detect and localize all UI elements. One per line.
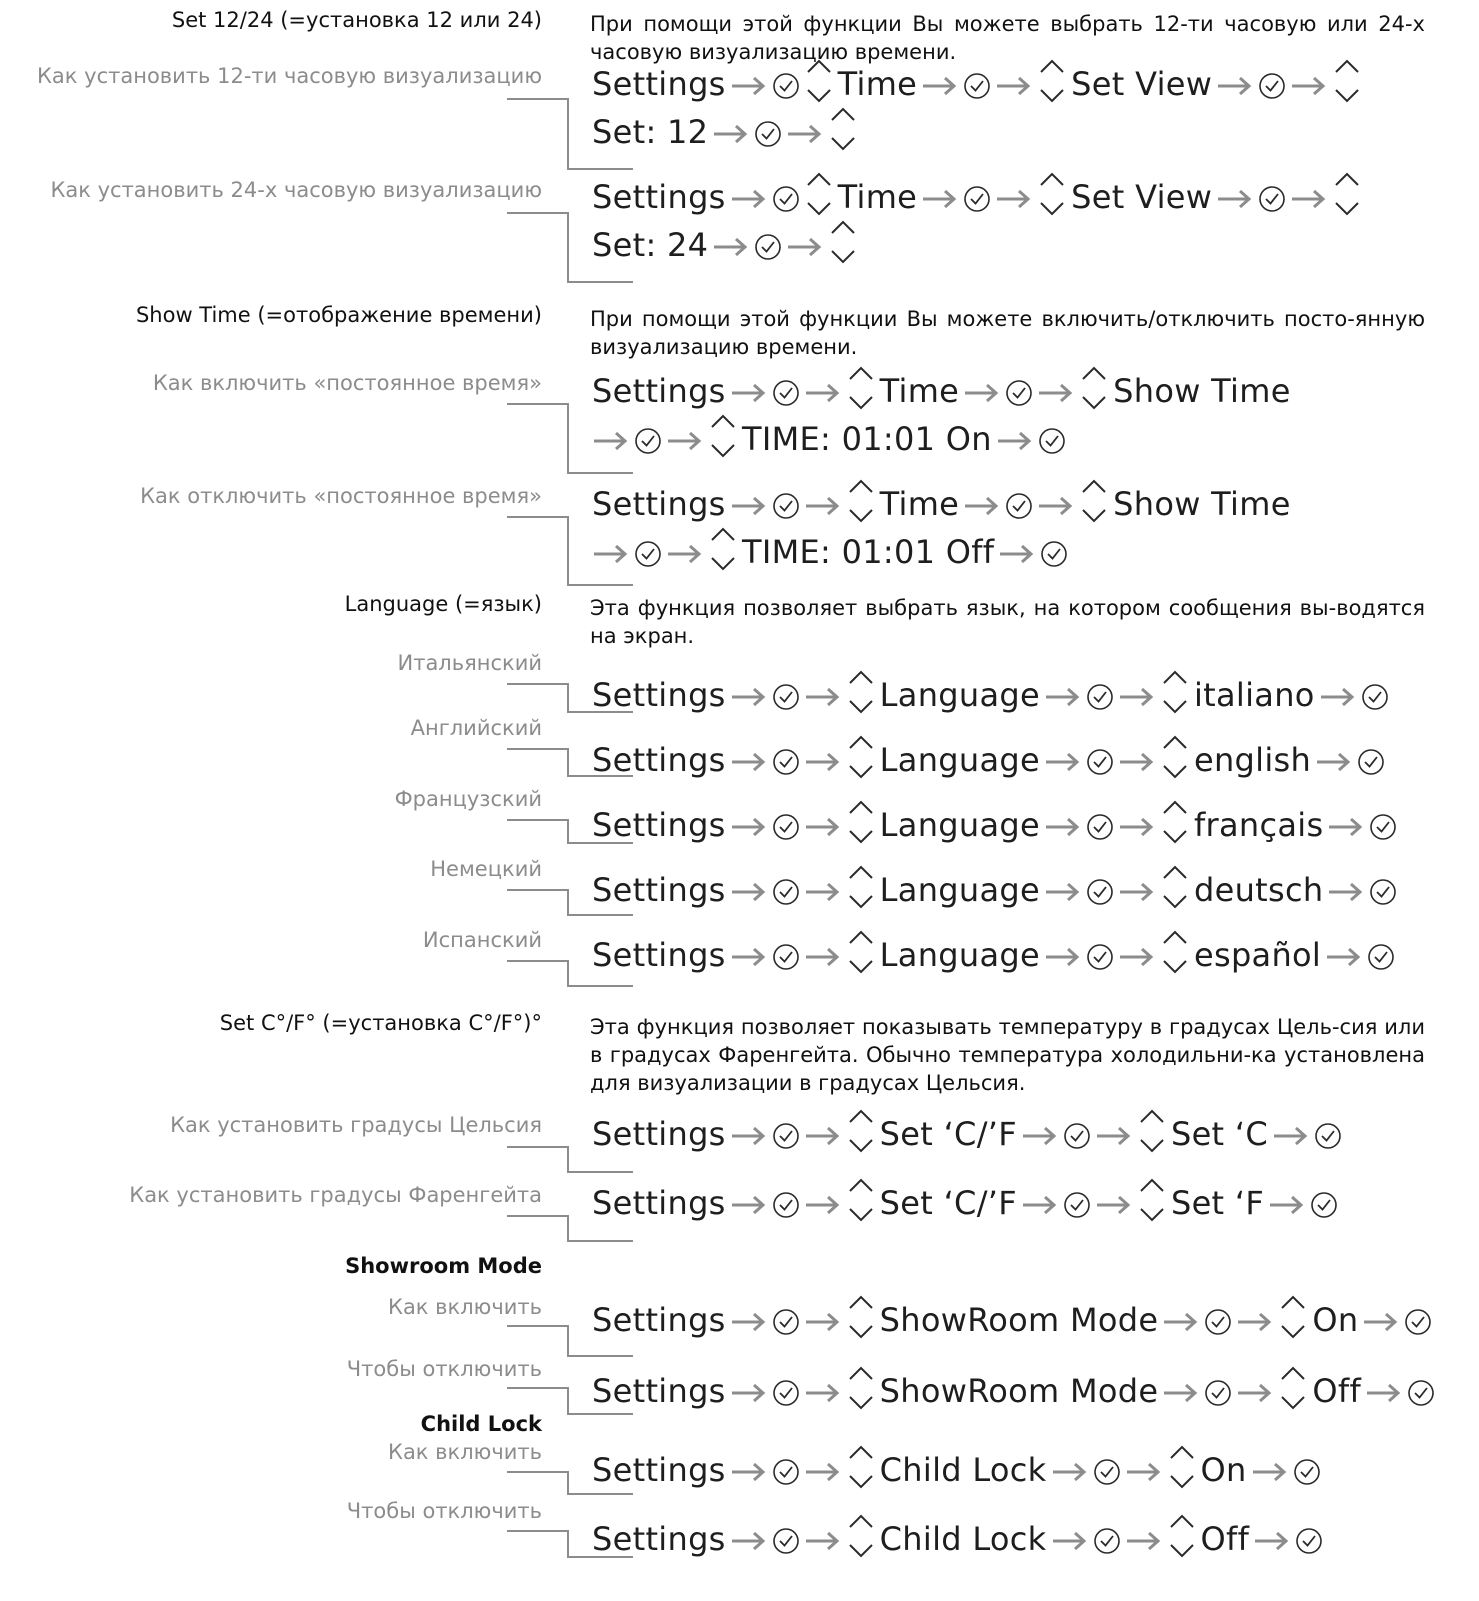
arrow-right-icon bbox=[728, 868, 770, 912]
arrow-right-icon bbox=[1035, 482, 1077, 526]
ok-check-circle-icon bbox=[961, 175, 993, 219]
ok-check-circle-icon bbox=[1061, 1112, 1093, 1156]
up-down-chevrons-icon bbox=[1158, 862, 1192, 912]
ok-check-circle-icon bbox=[1061, 1181, 1093, 1225]
ok-check-circle-icon bbox=[1367, 868, 1399, 912]
ok-check-circle-icon bbox=[1367, 803, 1399, 847]
arrow-right-icon bbox=[802, 933, 844, 977]
procedure-steps bbox=[590, 62, 1364, 106]
ok-check-circle-icon bbox=[1256, 175, 1288, 219]
up-down-chevrons-icon bbox=[706, 524, 740, 574]
step-settings: Settings bbox=[592, 1301, 726, 1339]
step-showroom-mode: ShowRoom Mode bbox=[879, 1372, 1159, 1410]
ok-check-circle-icon bbox=[1308, 1181, 1340, 1225]
up-down-chevrons-icon bbox=[826, 217, 860, 267]
up-down-chevrons-icon bbox=[1077, 363, 1111, 413]
ok-check-circle-icon bbox=[1084, 868, 1116, 912]
up-down-chevrons-icon bbox=[826, 104, 860, 154]
arrow-right-icon bbox=[1270, 1112, 1312, 1156]
step-on: On bbox=[1200, 1451, 1247, 1489]
connector-top-segment bbox=[507, 1325, 569, 1327]
step-settings: Settings bbox=[592, 372, 726, 410]
procedure-label: Как включить bbox=[388, 1295, 542, 1319]
connector-top-segment bbox=[507, 1215, 569, 1217]
arrow-right-icon bbox=[728, 738, 770, 782]
arrow-right-icon bbox=[1116, 933, 1158, 977]
up-down-chevrons-icon bbox=[802, 169, 836, 219]
procedure-label: Чтобы отключить bbox=[346, 1499, 542, 1523]
arrow-right-icon bbox=[802, 482, 844, 526]
up-down-chevrons-icon bbox=[1158, 927, 1192, 977]
ok-check-circle-icon bbox=[1036, 417, 1068, 461]
arrow-right-icon bbox=[590, 417, 632, 461]
section-title-set1224: Set 12/24 (=установка 12 или 24) bbox=[171, 8, 542, 32]
up-down-chevrons-icon bbox=[706, 411, 740, 461]
up-down-chevrons-icon bbox=[1158, 797, 1192, 847]
arrow-right-icon bbox=[802, 868, 844, 912]
step-language: Language bbox=[879, 741, 1040, 779]
up-down-chevrons-icon bbox=[1035, 56, 1069, 106]
arrow-right-icon bbox=[1093, 1181, 1135, 1225]
up-down-chevrons-icon bbox=[1135, 1106, 1169, 1156]
step-language: Language bbox=[879, 676, 1040, 714]
up-down-chevrons-icon bbox=[1165, 1511, 1199, 1561]
arrow-right-icon bbox=[961, 369, 1003, 413]
step-time: Time bbox=[837, 178, 918, 216]
arrow-right-icon bbox=[802, 1181, 844, 1225]
arrow-right-icon bbox=[919, 175, 961, 219]
step-child-lock: Child Lock bbox=[879, 1520, 1047, 1558]
arrow-right-icon bbox=[1288, 175, 1330, 219]
ok-check-circle-icon bbox=[770, 1448, 802, 1492]
step-settings: Settings bbox=[592, 1115, 726, 1153]
ok-check-circle-icon bbox=[770, 738, 802, 782]
ok-check-circle-icon bbox=[1359, 673, 1391, 717]
arrow-right-icon bbox=[1049, 1517, 1091, 1561]
procedure-steps bbox=[590, 1112, 1344, 1156]
arrow-right-icon bbox=[802, 673, 844, 717]
ok-check-circle-icon bbox=[770, 482, 802, 526]
procedure-steps bbox=[590, 803, 1399, 847]
up-down-chevrons-icon bbox=[844, 667, 878, 717]
arrow-right-icon bbox=[1093, 1112, 1135, 1156]
arrow-right-icon bbox=[802, 1448, 844, 1492]
step-set-12: Set: 12 bbox=[592, 113, 709, 151]
up-down-chevrons-icon bbox=[1135, 1175, 1169, 1225]
arrow-right-icon bbox=[728, 482, 770, 526]
procedure-steps bbox=[590, 1369, 1437, 1413]
ok-check-circle-icon bbox=[1091, 1448, 1123, 1492]
arrow-right-icon bbox=[728, 1298, 770, 1342]
step-set-view: Set View bbox=[1071, 65, 1213, 103]
procedure-steps bbox=[590, 673, 1391, 717]
connector-top-segment bbox=[507, 1530, 569, 1532]
section-description-set1224: При помощи этой функции Вы можете выбрать 12-ти часовую или 24-х часовую визуализацию времени. bbox=[590, 12, 1425, 64]
step-settings: Settings bbox=[592, 741, 726, 779]
step-show-time: Show Time bbox=[1113, 372, 1291, 410]
up-down-chevrons-icon bbox=[844, 476, 878, 526]
up-down-chevrons-icon bbox=[802, 56, 836, 106]
arrow-right-icon bbox=[1035, 369, 1077, 413]
ok-check-circle-icon bbox=[770, 175, 802, 219]
arrow-right-icon bbox=[1116, 803, 1158, 847]
procedure-steps bbox=[590, 1517, 1325, 1561]
procedure-steps bbox=[590, 530, 1070, 574]
step-off: Off bbox=[1312, 1372, 1362, 1410]
connector-top-segment bbox=[507, 819, 569, 821]
up-down-chevrons-icon bbox=[844, 797, 878, 847]
arrow-right-icon bbox=[1123, 1448, 1165, 1492]
ok-check-circle-icon bbox=[1038, 530, 1070, 574]
arrow-right-icon bbox=[784, 110, 826, 154]
step-english: english bbox=[1193, 741, 1312, 779]
connector-top-segment bbox=[507, 1387, 569, 1389]
ok-check-circle-icon bbox=[1091, 1517, 1123, 1561]
arrow-right-icon bbox=[1288, 62, 1330, 106]
procedure-steps bbox=[590, 369, 1293, 413]
arrow-right-icon bbox=[1323, 933, 1365, 977]
procedure-steps bbox=[590, 482, 1293, 526]
arrow-right-icon bbox=[728, 1112, 770, 1156]
arrow-right-icon bbox=[1042, 868, 1084, 912]
connector-top-segment bbox=[507, 683, 569, 685]
up-down-chevrons-icon bbox=[1158, 667, 1192, 717]
arrow-right-icon bbox=[1266, 1181, 1308, 1225]
step-set-c-f: Set ‘C/’F bbox=[879, 1184, 1017, 1222]
arrow-right-icon bbox=[664, 530, 706, 574]
step-language: Language bbox=[879, 806, 1040, 844]
arrow-right-icon bbox=[802, 369, 844, 413]
arrow-right-icon bbox=[1234, 1298, 1276, 1342]
ok-check-circle-icon bbox=[1355, 738, 1387, 782]
step-on: On bbox=[1312, 1301, 1359, 1339]
connector-top-segment bbox=[507, 212, 569, 214]
section-description-showtime: При помощи этой функции Вы можете включить/отключить посто-янную визуализацию времени. bbox=[590, 307, 1425, 359]
arrow-right-icon bbox=[728, 1369, 770, 1413]
step-settings: Settings bbox=[592, 1451, 726, 1489]
procedure-label: Испанский bbox=[422, 928, 542, 952]
procedure-label: Как отключить «постоянное время» bbox=[140, 484, 542, 508]
section-title-showroom: Showroom Mode bbox=[345, 1254, 542, 1278]
step-deutsch: deutsch bbox=[1193, 871, 1324, 909]
ok-check-circle-icon bbox=[1202, 1298, 1234, 1342]
ok-check-circle-icon bbox=[961, 62, 993, 106]
step-settings: Settings bbox=[592, 485, 726, 523]
arrow-right-icon bbox=[1116, 738, 1158, 782]
procedure-steps bbox=[590, 175, 1364, 219]
step-set-c: Set ‘C bbox=[1170, 1115, 1268, 1153]
step-fran-ais: français bbox=[1193, 806, 1324, 844]
ok-check-circle-icon bbox=[1293, 1517, 1325, 1561]
ok-check-circle-icon bbox=[1291, 1448, 1323, 1492]
up-down-chevrons-icon bbox=[1330, 169, 1364, 219]
step-settings: Settings bbox=[592, 1372, 726, 1410]
ok-check-circle-icon bbox=[770, 868, 802, 912]
procedure-steps bbox=[590, 223, 860, 267]
connector-top-segment bbox=[507, 1146, 569, 1148]
step-language: Language bbox=[879, 871, 1040, 909]
up-down-chevrons-icon bbox=[1035, 169, 1069, 219]
arrow-right-icon bbox=[1317, 673, 1359, 717]
connector-top-segment bbox=[507, 889, 569, 891]
arrow-right-icon bbox=[590, 530, 632, 574]
arrow-right-icon bbox=[1325, 803, 1367, 847]
step-showroom-mode: ShowRoom Mode bbox=[879, 1301, 1159, 1339]
arrow-right-icon bbox=[1363, 1369, 1405, 1413]
arrow-right-icon bbox=[1019, 1181, 1061, 1225]
step-time: Time bbox=[879, 372, 960, 410]
step-settings: Settings bbox=[592, 806, 726, 844]
connector-top-segment bbox=[507, 516, 569, 518]
arrow-right-icon bbox=[802, 1369, 844, 1413]
step-italiano: italiano bbox=[1193, 676, 1315, 714]
ok-check-circle-icon bbox=[770, 1517, 802, 1561]
procedure-steps bbox=[590, 933, 1397, 977]
procedure-steps bbox=[590, 110, 860, 154]
step-settings: Settings bbox=[592, 1184, 726, 1222]
arrow-right-icon bbox=[1042, 673, 1084, 717]
arrow-right-icon bbox=[728, 62, 770, 106]
ok-check-circle-icon bbox=[1003, 369, 1035, 413]
up-down-chevrons-icon bbox=[844, 1106, 878, 1156]
up-down-chevrons-icon bbox=[844, 1175, 878, 1225]
procedure-label: Как установить градусы Фаренгейта bbox=[129, 1183, 542, 1207]
arrow-right-icon bbox=[728, 803, 770, 847]
arrow-right-icon bbox=[728, 673, 770, 717]
arrow-right-icon bbox=[1049, 1448, 1091, 1492]
step-child-lock: Child Lock bbox=[879, 1451, 1047, 1489]
procedure-steps bbox=[590, 1181, 1340, 1225]
up-down-chevrons-icon bbox=[844, 1292, 878, 1342]
arrow-right-icon bbox=[993, 175, 1035, 219]
arrow-right-icon bbox=[802, 1517, 844, 1561]
arrow-right-icon bbox=[1123, 1517, 1165, 1561]
arrow-right-icon bbox=[728, 1181, 770, 1225]
ok-check-circle-icon bbox=[1405, 1369, 1437, 1413]
ok-check-circle-icon bbox=[1003, 482, 1035, 526]
arrow-right-icon bbox=[802, 803, 844, 847]
up-down-chevrons-icon bbox=[844, 1363, 878, 1413]
step-set-24: Set: 24 bbox=[592, 226, 709, 264]
arrow-right-icon bbox=[1160, 1369, 1202, 1413]
ok-check-circle-icon bbox=[1084, 738, 1116, 782]
arrow-right-icon bbox=[728, 369, 770, 413]
up-down-chevrons-icon bbox=[844, 1511, 878, 1561]
step-espa-ol: español bbox=[1193, 936, 1322, 974]
ok-check-circle-icon bbox=[770, 1181, 802, 1225]
ok-check-circle-icon bbox=[752, 223, 784, 267]
arrow-right-icon bbox=[802, 1298, 844, 1342]
arrow-right-icon bbox=[710, 223, 752, 267]
ok-check-circle-icon bbox=[632, 417, 664, 461]
procedure-label: Немецкий bbox=[430, 857, 542, 881]
step-settings: Settings bbox=[592, 1520, 726, 1558]
ok-check-circle-icon bbox=[770, 369, 802, 413]
arrow-right-icon bbox=[1325, 868, 1367, 912]
step-time: Time bbox=[879, 485, 960, 523]
procedure-steps bbox=[590, 1448, 1323, 1492]
up-down-chevrons-icon bbox=[1276, 1363, 1310, 1413]
section-description-language: Эта функция позволяет выбрать язык, на котором сообщения вы-водятся на экран. bbox=[590, 596, 1425, 648]
ok-check-circle-icon bbox=[1312, 1112, 1344, 1156]
up-down-chevrons-icon bbox=[1276, 1292, 1310, 1342]
arrow-right-icon bbox=[728, 933, 770, 977]
step-show-time: Show Time bbox=[1113, 485, 1291, 523]
section-title-showtime: Show Time (=отображение времени) bbox=[135, 303, 542, 327]
section-title-childlock: Child Lock bbox=[420, 1412, 542, 1436]
procedure-label: Как включить bbox=[388, 1440, 542, 1464]
procedure-label: Как установить 12-ти часовую визуализацию bbox=[37, 64, 542, 88]
ok-check-circle-icon bbox=[1365, 933, 1397, 977]
arrow-right-icon bbox=[961, 482, 1003, 526]
section-description-setcf: Эта функция позволяет показывать температуру в градусах Цель-сия или в градусах Фаренгейта. Обычно температура холодильни-ка установлена для визуализации в градусах Цельсия. bbox=[590, 1015, 1425, 1095]
ok-check-circle-icon bbox=[1084, 803, 1116, 847]
ok-check-circle-icon bbox=[1084, 673, 1116, 717]
step-language: Language bbox=[879, 936, 1040, 974]
procedure-steps bbox=[590, 868, 1399, 912]
arrow-right-icon bbox=[728, 175, 770, 219]
up-down-chevrons-icon bbox=[844, 927, 878, 977]
procedure-steps bbox=[590, 417, 1068, 461]
ok-check-circle-icon bbox=[770, 1369, 802, 1413]
connector-top-segment bbox=[507, 98, 569, 100]
ok-check-circle-icon bbox=[770, 62, 802, 106]
arrow-right-icon bbox=[1019, 1112, 1061, 1156]
arrow-right-icon bbox=[1234, 1369, 1276, 1413]
arrow-right-icon bbox=[710, 110, 752, 154]
connector-top-segment bbox=[507, 748, 569, 750]
arrow-right-icon bbox=[1116, 673, 1158, 717]
procedure-steps bbox=[590, 1298, 1434, 1342]
procedure-label: Французский bbox=[394, 787, 542, 811]
ok-check-circle-icon bbox=[1256, 62, 1288, 106]
step-set-view: Set View bbox=[1071, 178, 1213, 216]
arrow-right-icon bbox=[994, 417, 1036, 461]
connector-top-segment bbox=[507, 1471, 569, 1473]
procedure-label: Как установить градусы Цельсия bbox=[170, 1113, 542, 1137]
ok-check-circle-icon bbox=[1402, 1298, 1434, 1342]
ok-check-circle-icon bbox=[752, 110, 784, 154]
ok-check-circle-icon bbox=[770, 803, 802, 847]
up-down-chevrons-icon bbox=[844, 732, 878, 782]
arrow-right-icon bbox=[802, 1112, 844, 1156]
connector-top-segment bbox=[507, 403, 569, 405]
step-set-f: Set ‘F bbox=[1170, 1184, 1265, 1222]
section-title-setcf: Set C°/F° (=установка C°/F°)° bbox=[219, 1011, 542, 1035]
arrow-right-icon bbox=[728, 1517, 770, 1561]
arrow-right-icon bbox=[919, 62, 961, 106]
arrow-right-icon bbox=[1214, 62, 1256, 106]
step-off: Off bbox=[1200, 1520, 1250, 1558]
section-title-language: Language (=язык) bbox=[344, 592, 542, 616]
arrow-right-icon bbox=[1249, 1448, 1291, 1492]
up-down-chevrons-icon bbox=[844, 862, 878, 912]
up-down-chevrons-icon bbox=[1077, 476, 1111, 526]
procedure-label: Английский bbox=[410, 716, 542, 740]
step-time-01-01-off: TIME: 01:01 Off bbox=[742, 533, 995, 571]
ok-check-circle-icon bbox=[632, 530, 664, 574]
procedure-label: Итальянский bbox=[397, 651, 542, 675]
step-settings: Settings bbox=[592, 936, 726, 974]
arrow-right-icon bbox=[1313, 738, 1355, 782]
ok-check-circle-icon bbox=[1084, 933, 1116, 977]
up-down-chevrons-icon bbox=[844, 363, 878, 413]
arrow-right-icon bbox=[728, 1448, 770, 1492]
connector-top-segment bbox=[507, 960, 569, 962]
up-down-chevrons-icon bbox=[1165, 1442, 1199, 1492]
up-down-chevrons-icon bbox=[1330, 56, 1364, 106]
arrow-right-icon bbox=[1160, 1298, 1202, 1342]
arrow-right-icon bbox=[664, 417, 706, 461]
ok-check-circle-icon bbox=[1202, 1369, 1234, 1413]
procedure-label: Как установить 24-х часовую визуализацию bbox=[50, 178, 542, 202]
step-time: Time bbox=[837, 65, 918, 103]
step-time-01-01-on: TIME: 01:01 On bbox=[742, 420, 992, 458]
arrow-right-icon bbox=[996, 530, 1038, 574]
arrow-right-icon bbox=[802, 738, 844, 782]
up-down-chevrons-icon bbox=[844, 1442, 878, 1492]
up-down-chevrons-icon bbox=[1158, 732, 1192, 782]
arrow-right-icon bbox=[1214, 175, 1256, 219]
step-settings: Settings bbox=[592, 871, 726, 909]
ok-check-circle-icon bbox=[770, 1112, 802, 1156]
arrow-right-icon bbox=[1042, 738, 1084, 782]
arrow-right-icon bbox=[784, 223, 826, 267]
arrow-right-icon bbox=[1360, 1298, 1402, 1342]
ok-check-circle-icon bbox=[770, 1298, 802, 1342]
arrow-right-icon bbox=[1042, 933, 1084, 977]
arrow-right-icon bbox=[993, 62, 1035, 106]
step-set-c-f: Set ‘C/’F bbox=[879, 1115, 1017, 1153]
arrow-right-icon bbox=[1251, 1517, 1293, 1561]
procedure-steps bbox=[590, 738, 1387, 782]
procedure-label: Чтобы отключить bbox=[346, 1357, 542, 1381]
step-settings: Settings bbox=[592, 676, 726, 714]
arrow-right-icon bbox=[1042, 803, 1084, 847]
step-settings: Settings bbox=[592, 178, 726, 216]
step-settings: Settings bbox=[592, 65, 726, 103]
procedure-label: Как включить «постоянное время» bbox=[152, 371, 542, 395]
arrow-right-icon bbox=[1116, 868, 1158, 912]
ok-check-circle-icon bbox=[770, 933, 802, 977]
ok-check-circle-icon bbox=[770, 673, 802, 717]
